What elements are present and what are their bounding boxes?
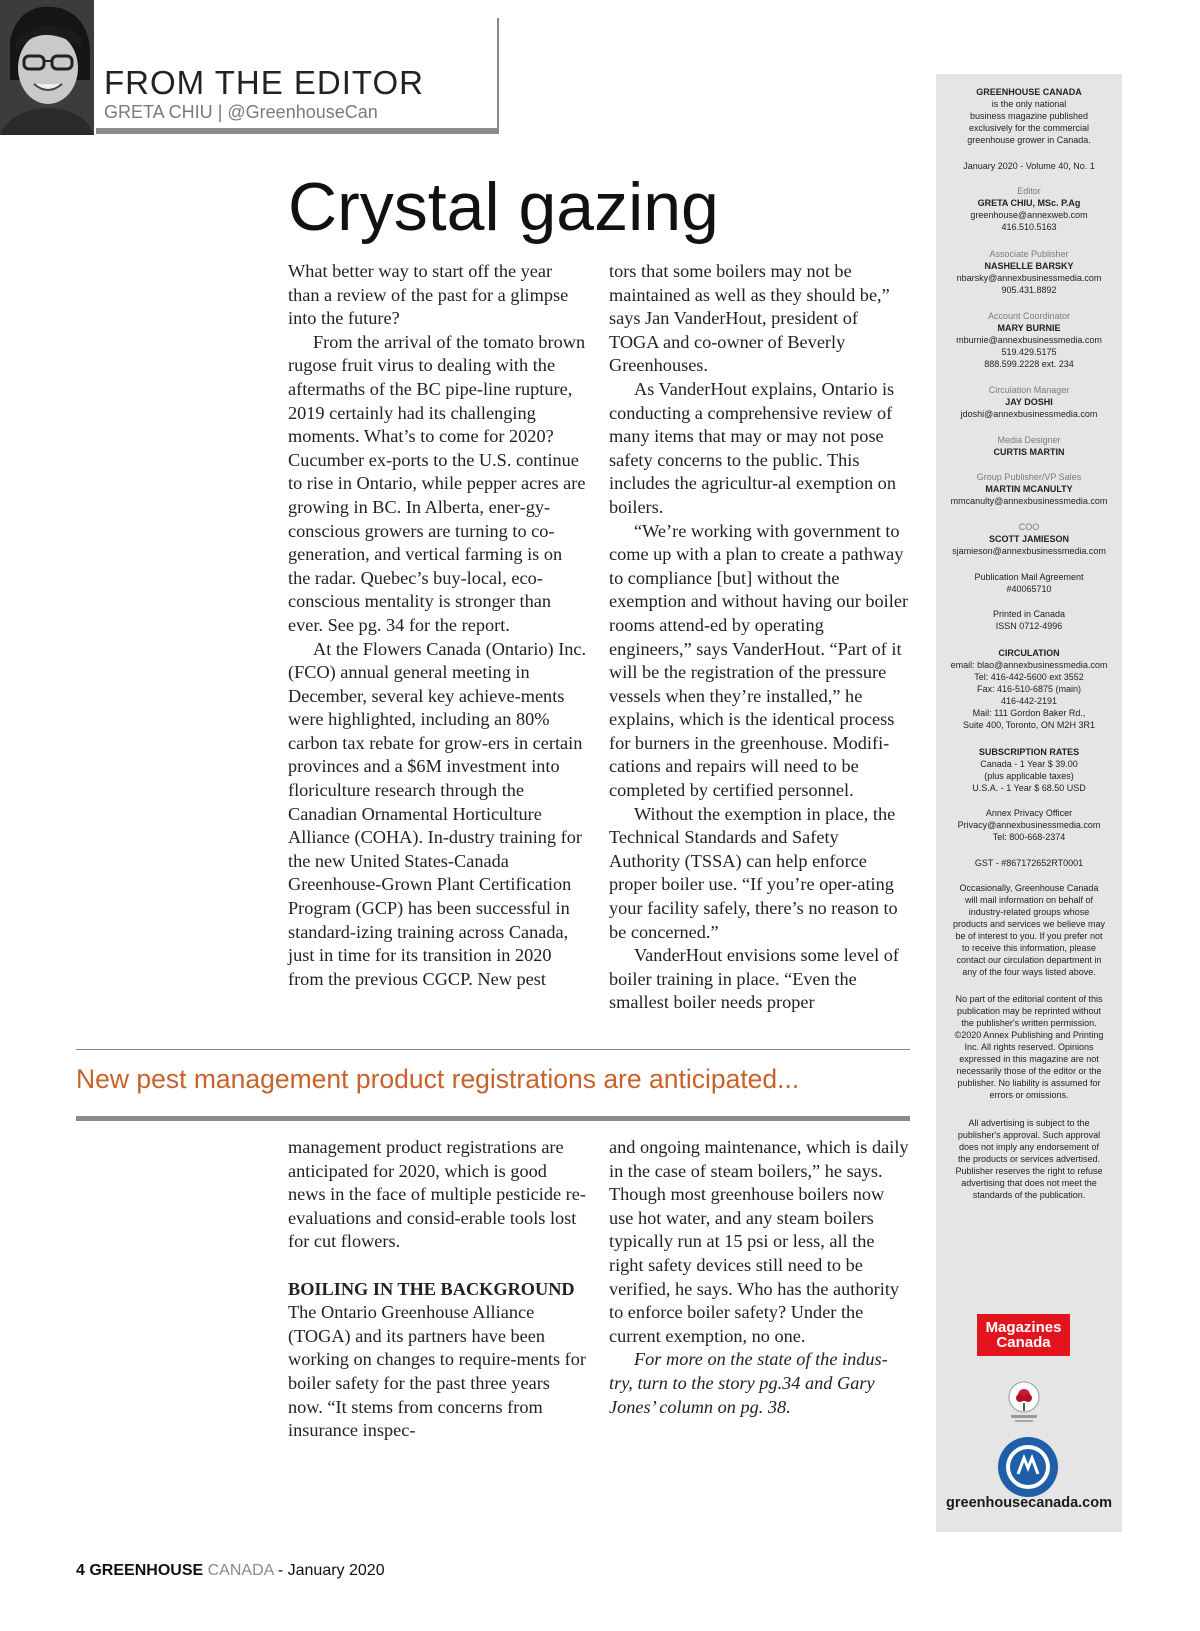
mail-agreement-label: Publication Mail Agreement [974, 572, 1084, 582]
notice-line: Occasionally, Greenhouse Canada [959, 883, 1099, 893]
magazines-canada-logo [977, 1314, 1070, 1356]
role-label: COO [1018, 522, 1040, 532]
mail-agreement [936, 571, 1122, 595]
circulation-manager-contact [936, 384, 1122, 420]
coo-contact [936, 521, 1122, 557]
pullquote-rule-bottom [76, 1116, 910, 1121]
role-label: Circulation Manager [988, 385, 1070, 395]
masthead-intro [936, 86, 1122, 146]
article-column-1 [288, 260, 588, 991]
subscription-line: U.S.A. - 1 Year $ 68.50 USD [972, 783, 1086, 793]
paragraph: VanderHout envisions some level of boiler training in place. “Even the smallest boiler needs proper [609, 945, 900, 1013]
header-rule-vertical [497, 18, 499, 134]
logo-text: Canada [996, 1334, 1051, 1351]
associate-publisher-contact [936, 248, 1122, 296]
circulation-line: 416-442-2191 [1000, 696, 1058, 706]
circulation-heading: CIRCULATION [998, 648, 1060, 658]
footer-brand: GREENHOUSE [89, 1562, 204, 1579]
author-name: GRETA CHIU [104, 102, 213, 122]
masthead-tagline-line: greenhouse grower in Canada. [967, 135, 1091, 145]
flower-logo-icon [1007, 1379, 1041, 1425]
gst-number: GST - #867172652RT0001 [974, 858, 1084, 868]
notice-line: does not imply any endorsement of [958, 1142, 1100, 1152]
notice-line: advertising that does not meet the [961, 1178, 1097, 1188]
article-column-4 [609, 1136, 911, 1419]
notice-line: errors or omissions. [989, 1090, 1069, 1100]
notice-line: any of the four ways listed above. [962, 967, 1096, 977]
notice-line: No part of the editorial content of this [955, 994, 1103, 1004]
subscription-rates [936, 746, 1122, 794]
page-footer [76, 1562, 385, 1580]
privacy-line: Tel: 800-668-2374 [992, 832, 1066, 842]
pullquote-rule-top [76, 1049, 910, 1050]
paragraph: Without the exemption in place, the Technical Standards and Safety Authority (TSSA) can help enforce proper boiler use. “If you’re oper-ating your facility safely, there’s no reason to be concerned.” [609, 803, 898, 942]
notice-line: All advertising is subject to the [968, 1118, 1090, 1128]
mail-agreement-number: #40065710 [1006, 584, 1052, 594]
masthead-title: GREENHOUSE CANADA [976, 87, 1082, 97]
subscription-heading: SUBSCRIPTION RATES [978, 747, 1080, 757]
paragraph: and ongoing maintenance, which is daily in the case of steam boilers,” he says. Though most greenhouse boilers now use hot water, and any steam boilers typically run at 15 psi or less, all the right safety devices still need to be verified, he says. Who has the authority to enforce boiler safety? Under the current exemption, no one. [609, 1137, 909, 1346]
issue-line: January 2020 - Volume 40, No. 1 [963, 161, 1095, 171]
certification-seal-icon [997, 1436, 1059, 1498]
email: nbarsky@annexbusinessmedia.com [956, 273, 1102, 283]
person-name: CURTIS MARTIN [993, 447, 1065, 457]
notice-line: expressed in this magazine are not [959, 1054, 1099, 1064]
copyright-notice [936, 993, 1122, 1101]
author-handle: @GreenhouseCan [227, 102, 378, 122]
notice-line: the publisher's written permission. [961, 1018, 1097, 1028]
circulation-line: Suite 400, Toronto, ON M2H 3R1 [963, 720, 1095, 730]
person-name: SCOTT JAMIESON [988, 534, 1069, 544]
account-coordinator-contact [936, 310, 1122, 370]
logo-text: Magazines [985, 1319, 1062, 1336]
person-name: GRETA CHIU, MSc. P.Ag [977, 198, 1081, 208]
group-publisher-contact [936, 471, 1122, 507]
email: sjamieson@annexbusinessmedia.com [952, 546, 1106, 556]
editor-photo [0, 0, 94, 135]
notice-line: ©2020 Annex Publishing and Printing [954, 1030, 1104, 1040]
issn: ISSN 0712-4996 [995, 621, 1063, 631]
masthead-tagline-line: business magazine published [969, 111, 1089, 121]
byline [104, 102, 378, 123]
print-info [936, 608, 1122, 632]
notice-line: to receive this information, please [961, 943, 1097, 953]
footer-brand-light: CANADA [207, 1562, 274, 1579]
notice-line: the products or services advertised. [957, 1154, 1101, 1164]
phone: 888.599.2228 ext. 234 [984, 359, 1074, 369]
masthead-tagline-line: is the only national [991, 99, 1067, 109]
email: greenhouse@annexweb.com [970, 210, 1088, 220]
role-label: Account Coordinator [987, 311, 1071, 321]
cco-certified-seal [997, 1436, 1059, 1498]
paragraph: What better way to start off the year than a review of the past for a glimpse into the future? [288, 261, 569, 329]
notice-line: Publisher reserves the right to refuse [955, 1166, 1103, 1176]
circulation-line: email: blao@annexbusinessmedia.com [950, 660, 1108, 670]
privacy-line: Annex Privacy Officer [985, 808, 1073, 818]
section-label: FROM THE EDITOR [104, 64, 424, 101]
privacy-line: Privacy@annexbusinessmedia.com [957, 820, 1101, 830]
pull-quote: New pest management product registrations are anticipated... [76, 1064, 800, 1094]
subscription-line: (plus applicable taxes) [984, 771, 1074, 781]
paragraph: The Ontario Greenhouse Alliance (TOGA) and its partners have been working on changes to require-ments for boiler safety for the past three years now. “It stems from concerns from insurance inspec- [288, 1302, 586, 1441]
person-name: MARTIN MCANULTY [985, 484, 1073, 494]
notice-line: standards of the publication. [972, 1190, 1086, 1200]
subscription-line: Canada - 1 Year $ 39.00 [980, 759, 1078, 769]
website-link[interactable]: greenhousecanada.com [946, 1495, 1112, 1511]
circulation-line: Mail: 111 Gordon Baker Rd., [972, 708, 1086, 718]
phone: 905.431.8892 [1001, 285, 1057, 295]
masthead-tagline-line: exclusively for the commercial [968, 123, 1090, 133]
phone: 519.429.5175 [1001, 347, 1057, 357]
article-column-2 [609, 260, 911, 1015]
article-column-3 [288, 1136, 588, 1443]
notice-line: products and services we believe may [952, 919, 1106, 929]
email: jdoshi@annexbusinessmedia.com [960, 409, 1098, 419]
paragraph: management product registrations are anticipated for 2020, which is good news in the face of multiple pesticide re-evaluations and consid-erable tools lost for cut flowers. [288, 1137, 586, 1252]
notice-line: Inc. All rights reserved. Opinions [964, 1042, 1094, 1052]
phone: 416.510.5163 [1001, 222, 1057, 232]
media-designer-contact [936, 434, 1122, 458]
notice-line: publication may be reprinted without [956, 1006, 1102, 1016]
person-name: NASHELLE BARSKY [984, 261, 1074, 271]
closing-note: For more on the state of the indus-try, turn to the story pg.34 and Gary Jones’ column on pg. 38. [609, 1349, 888, 1417]
advertising-notice [936, 1117, 1122, 1201]
page-number: 4 [76, 1562, 85, 1579]
printed-in: Printed in Canada [992, 609, 1066, 619]
notice-line: publisher. No liability is assumed for [957, 1078, 1101, 1088]
paragraph: As VanderHout explains, Ontario is conducting a comprehensive review of many items that may or may not pose safety concerns to the public. This includes the agricultur-al exemption on boilers. [609, 378, 896, 517]
person-name: MARY BURNIE [997, 323, 1061, 333]
email: mburnie@annexbusinessmedia.com [956, 335, 1102, 345]
notice-line: publisher's approval. Such approval [957, 1130, 1101, 1140]
editor-portrait-icon [0, 0, 94, 135]
byline-separator: | [217, 102, 223, 122]
role-label: Editor [1017, 186, 1041, 196]
role-label: Associate Publisher [989, 249, 1069, 259]
email: mmcanulty@annexbusinessmedia.com [950, 496, 1108, 506]
role-label: Group Publisher/VP Sales [976, 472, 1082, 482]
editor-contact [936, 185, 1122, 233]
notice-line: industry-related groups whose [968, 907, 1090, 917]
paragraph: tors that some boilers may not be maintained as well as they should be,” says Jan VanderHout, president of TOGA and co-owner of Beverly Greenhouses. [609, 261, 890, 376]
notice-line: will mail information on behalf of [964, 895, 1094, 905]
subhead: BOILING IN THE BACKGROUND [288, 1278, 575, 1299]
paragraph: From the arrival of the tomato brown rugose fruit virus to dealing with the aftermaths of the BC pipe-line rupture, 2019 certainly had its challenging moments. What’s to come for 2020? Cucumber ex-ports to the U.S. continue to rise in Ontario, while pepper acres are growing in BC. In Alberta, ener-gy-conscious growers are turning to co-generation, and vertical farming is on the radar. Quebec’s buy-local, eco-conscious mentality is stronger than ever. See pg. 34 for the report. [288, 331, 586, 635]
notice-line: necessarily those of the editor or the [956, 1066, 1102, 1076]
mailing-notice [936, 882, 1122, 978]
paragraph: “We’re working with government to come up with a plan to create a pathway to compliance [but] without the exemption and without having our boiler rooms attend-ed by operating engineers,” says VanderHout. “Part of it will be the registration of the pressure vessels when they’re installed,” he explains, which is the identical process for burners in the greenhouse. Modifi-cations and repairs will need to be completed by certified personnel. [609, 520, 909, 801]
flowers-canada-growers-logo [1007, 1379, 1041, 1425]
page-title: Crystal gazing [288, 169, 719, 245]
privacy-officer [936, 807, 1122, 843]
notice-line: contact our circulation department in [956, 955, 1102, 965]
circulation-line: Fax: 416-510-6875 (main) [976, 684, 1082, 694]
circulation-line: Tel: 416-442-5600 ext 3552 [974, 672, 1084, 682]
header-rule-horizontal [96, 128, 499, 134]
circulation-block [936, 647, 1122, 731]
role-label: Media Designer [997, 435, 1061, 445]
paragraph: At the Flowers Canada (Ontario) Inc. (FCO) annual general meeting in December, several key achieve-ments were highlighted, including an 80% carbon tax rebate for grow-ers in certain provinces and a $6M investment into floriculture research through the Canadian Ornamental Horticulture Alliance (COHA). In-dustry training for the new United States-Canada Greenhouse-Grown Plant Certification Program (GCP) has been successful in standard-izing training across Canada, just in time for its transition in 2020 from the previous CGCP. New pest [288, 638, 587, 989]
footer-date: - January 2020 [277, 1562, 385, 1579]
person-name: JAY DOSHI [1005, 397, 1053, 407]
notice-line: be of interest to you. If you prefer not [955, 931, 1103, 941]
